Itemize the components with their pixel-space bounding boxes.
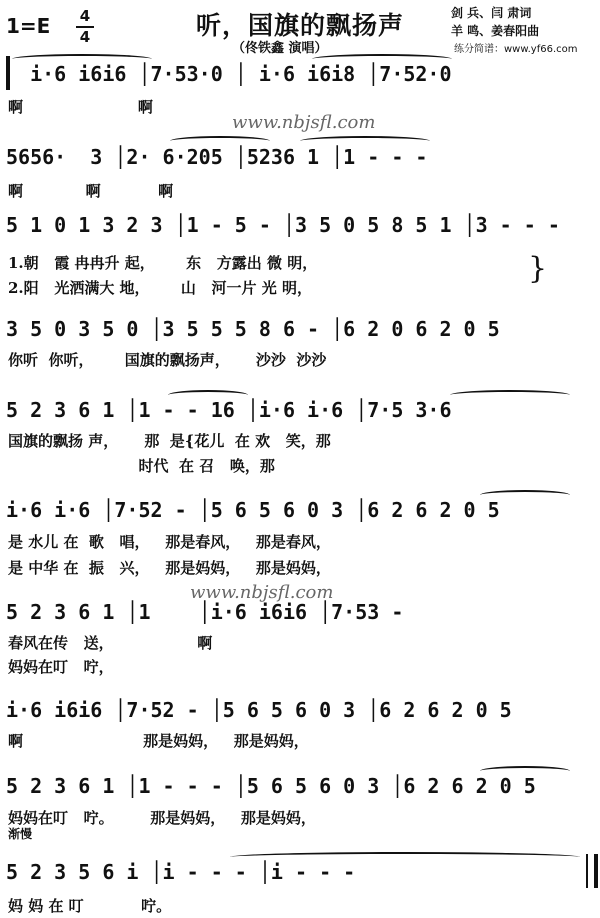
lyric-row-3a: 1.朝 霞 冉冉升 起， 东 方露出 微 明，: [8, 254, 318, 272]
notation-row-9: 5 2 3 6 1 │1 - - - │5 6 5 6 0 3 │6 2 6 2 0 5: [6, 774, 536, 798]
slur: [168, 390, 248, 400]
slur: [170, 136, 270, 146]
watermark-1: www.nbjsfl.com: [232, 112, 376, 133]
lyric-row-8a: 啊 那是妈妈， 那是妈妈，: [8, 732, 309, 750]
notation-row-1: i·6 i6i6 │7·53·0 │ i·6 i6i8 │7·52·0: [6, 62, 452, 86]
lyric-row-9a: 妈妈在叮 咛。 那是妈妈， 那是妈妈，: [8, 809, 316, 827]
notation-row-10: 5 2 3 5 6 i │i - - - │i - - -: [6, 860, 356, 884]
slur: [300, 136, 430, 146]
notation-row-2: 5656· 3 │2· 6·205 │5236 1 │1 - - -: [6, 145, 428, 169]
lyric-row-6b: 是 中华 在 振 兴， 那是妈妈， 那是妈妈，: [8, 559, 331, 577]
slur: [12, 54, 152, 64]
lyric-row-3b: 2.阳 光洒满大 地， 山 河一片 光 明，: [8, 279, 312, 297]
notation-row-5: 5 2 3 6 1 │1 - - 16 │i·6 i·6 │7·5 3·6: [6, 398, 452, 422]
lyric-row-1a: 啊 啊: [8, 98, 153, 116]
notation-row-8: i·6 i6i6 │7·52 - │5 6 5 6 0 3 │6 2 6 2 0 5: [6, 698, 512, 722]
lyric-row-5b: 时代 在 召 唤，那: [8, 457, 275, 475]
slur: [480, 766, 570, 776]
website-label: 练分简谱：www.yf66.com: [454, 44, 578, 55]
lyric-row-10a: 妈 妈 在 叮 咛。: [8, 897, 172, 915]
lyric-row-6a: 是 水儿 在 歌 唱， 那是春风， 那是春风，: [8, 533, 331, 551]
meter-bottom: 4: [79, 28, 91, 46]
slur: [230, 852, 580, 862]
slur: [480, 490, 570, 500]
verse-brace-right: }: [528, 251, 548, 286]
tempo-mark: 渐慢: [8, 827, 33, 841]
notation-row-7: 5 2 3 6 1 │1 │i·6 i6i6 │7·53 -: [6, 600, 404, 624]
lyric-row-7a: 春风在传 送， 啊: [8, 634, 213, 652]
notation-row-4: 3 5 0 3 5 0 │3 5 5 5 8 6 - │6 2 0 6 2 0 5: [6, 317, 500, 341]
slur: [312, 54, 452, 64]
slur: [450, 390, 570, 400]
final-barline: [586, 854, 598, 888]
lyric-row-7b: 妈妈在叮 咛，: [8, 658, 114, 676]
notation-row-6: i·6 i·6 │7·52 - │5 6 5 6 0 3 │6 2 6 2 0 5: [6, 498, 500, 522]
credits: 剑 兵、闫 肃词 羊 鸣、姜春阳曲: [451, 6, 540, 38]
lyric-row-5a: 国旗的飘扬 声， 那 是{花儿 在 欢 笑，那: [8, 432, 331, 450]
lyric-row-2a: 啊 啊 啊: [8, 182, 174, 200]
meter-top: 4: [79, 7, 91, 25]
song-title: 听，国旗的飘扬声: [196, 11, 405, 40]
watermark-2: www.nbjsfl.com: [190, 582, 334, 603]
key-signature: 1=E: [6, 14, 51, 38]
time-signature: [76, 8, 94, 46]
lyric-row-4a: 你听 你听， 国旗的飘扬声， 沙沙 沙沙: [8, 351, 327, 369]
notation-row-3: 5 1 0 1 3 2 3 │1 - 5 - │3 5 0 5 8 5 1 │3 - - -: [6, 213, 560, 237]
performer-label: （佟铁鑫 演唱）: [232, 41, 328, 56]
